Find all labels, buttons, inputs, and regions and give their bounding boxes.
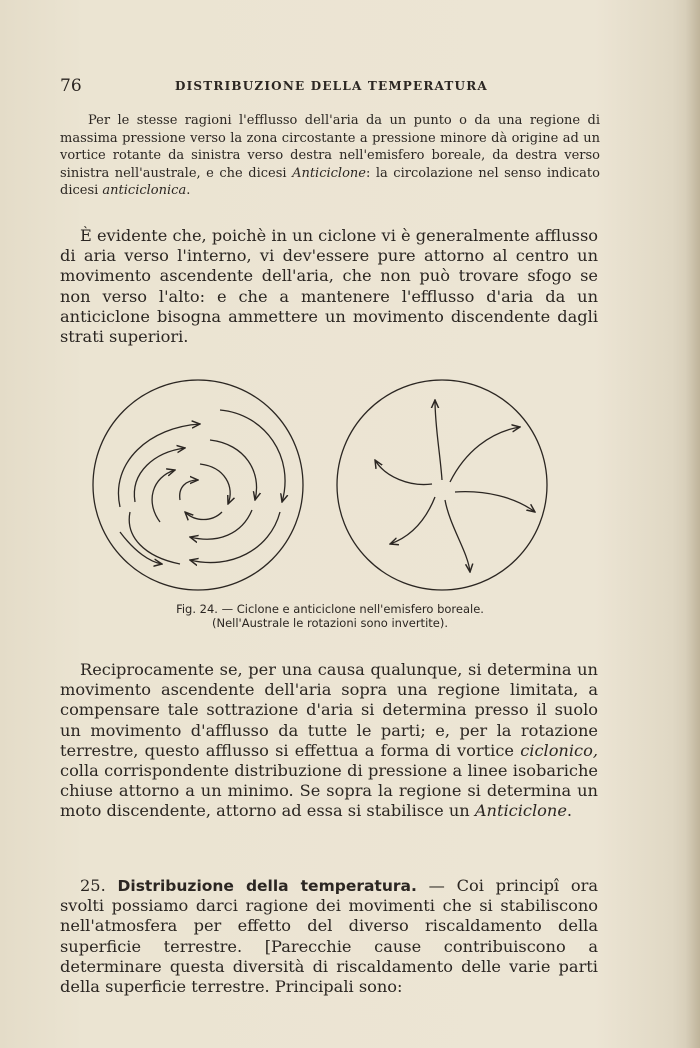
cyclone-diagram [93,380,303,590]
paragraph-anticyclone-definition: Per le stesse ragioni l'efflusso dell'aria da un punto o da una regione di massima pressione verso la zona circostante a pressione minore dà origine ad un vortice rotante da sinistra verso destra nell'emisfero boreale, da destra verso sinistra nell'australe, e che dicesi Anticiclone: la circolazione nel senso indicato dicesi anticiclonica. [60,113,600,198]
anticyclone-arrow-6 [375,460,432,485]
anticyclone-arrow-2 [450,427,520,482]
anticyclone-diagram [337,380,547,590]
cyclone-arrow-12 [120,532,162,564]
anticyclone-arrow-1 [435,400,442,480]
term-ciclonico: ciclonico, [520,740,598,760]
page-header [60,76,620,98]
page-edge-shadow [686,0,700,1048]
paragraph-cyclone-ascending-motion: È evidente che, poichè in un ciclone vi è generalmente afflusso di aria verso l'interno, vi dev'essere pure attorno al centro un movimento ascendente dell'aria, che non può trovare sfogo se non verso l'alto: e che a mantenere l'efflusso d'aria da un anticiclone bisogna ammettere un movimento discendente dagli strati superiori. [60,226,598,347]
cyclone-arrow-7 [190,510,252,539]
anticyclone-arrow-3 [455,492,535,512]
cyclone-arrow-8 [152,470,175,522]
term-anticiclonica: anticiclonica [102,183,187,198]
cyclone-arrow-5 [134,448,185,502]
term-anticiclone-2: Anticiclone [474,801,567,821]
section-number: 25. [80,876,106,895]
paragraph-reciprocal-motion: Reciprocamente se, per una causa qualunque, si determina un movimento ascendente dell'aria sopra una regione limitata, a compensare tale sottrazione d'aria si determina presso il suolo un movimento d'afflusso da tutte le parti; e, per la rotazione terrestre, questo afflusso si effettua a forma di vortice ciclonico, colla corrispondente distribuzione di pressione a linee isobariche chiuse attorno a un minimo. Se sopra la regione si determina un moto discendente, attorno ad essa si stabilisce un Anticiclone. [60,660,598,821]
figure-caption [60,602,600,630]
cyclone-arrow-9 [200,464,230,504]
term-anticiclone: Anticiclone [292,165,366,181]
anticyclone-arrow-4 [445,500,470,572]
cyclone-arrow-4 [129,512,180,564]
anticyclone-arrow-5 [390,497,435,544]
section-25-temperature-distribution [60,876,598,997]
section-heading: Distribuzione della temperatura. [117,877,417,895]
cyclone-arrow-10 [185,512,222,520]
cyclone-circle [93,380,303,590]
page-number: 76 [60,76,82,96]
running-title: DISTRIBUZIONE DELLA TEMPERATURA [175,79,488,93]
caption-line-2: (Nell'Australe le rotazioni sono invertite). [211,616,448,630]
section-body: — Coi principî ora svolti possiamo darci ragione dei movimenti che si stabiliscono nell'atmosfera per effetto del diverso riscaldamento della superficie terrestre. [Parecchie cause contribuiscono a determinare questa diversità di riscaldamento delle varie parti della superficie terrestre. Principali sono: [60,876,599,997]
figure-cyclone-anticyclone [90,372,560,602]
anticyclone-circle [337,380,547,590]
cyclone-arrow-11 [180,480,198,500]
caption-line-1: Fig. 24. — Ciclone e anticiclone nell'emisfero boreale. [176,602,484,616]
cyclone-arrow-1 [118,424,200,507]
